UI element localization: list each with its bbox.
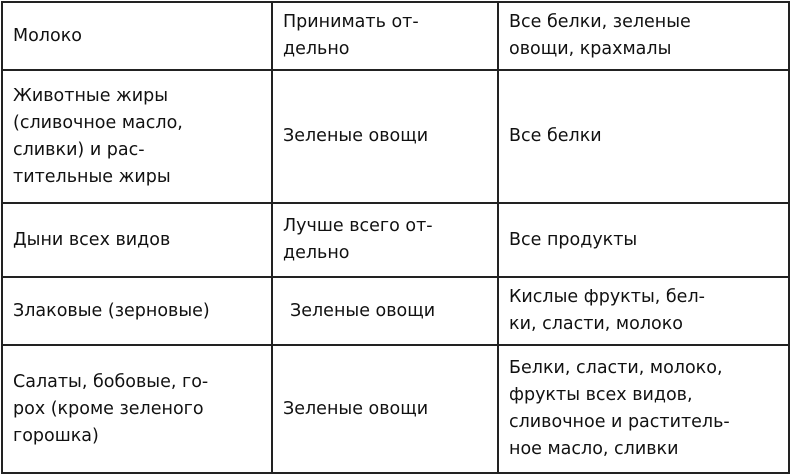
cell-line: Зеленые овощи [283, 126, 429, 146]
combine-well-cell [272, 70, 498, 203]
combine-well-cell [272, 277, 498, 345]
cell-line: Молоко [13, 25, 82, 46]
combine-badly-cell [498, 70, 789, 203]
table-row [2, 203, 789, 277]
product-cell [2, 345, 272, 473]
combine-well-cell [272, 345, 498, 473]
food-combination-table [1, 1, 790, 474]
cell-line: Зеленые овощи [283, 398, 429, 419]
cell-line: тительные жиры [13, 166, 171, 187]
cell-line: Зеленые овощи [290, 300, 436, 321]
cell-line: Все продукты [509, 229, 638, 250]
cell-line: Кислые фрукты, бел- [509, 287, 705, 307]
cell-line: сливочное и раститель- [509, 412, 730, 432]
cell-line: (сливочное масло, [13, 112, 183, 133]
combine-well-cell [272, 2, 498, 70]
table-row [2, 70, 789, 203]
product-cell [2, 70, 272, 203]
table-row [2, 277, 789, 345]
cell-line: овощи, крахмалы [509, 39, 672, 59]
product-cell [2, 2, 272, 70]
combine-badly-cell [498, 203, 789, 277]
cell-line: фрукты всех видов, [509, 385, 693, 405]
product-cell [2, 203, 272, 277]
cell-line: ное масло, сливки [509, 439, 679, 459]
combine-badly-cell [498, 2, 789, 70]
cell-line: Злаковые (зерновые) [13, 300, 210, 321]
cell-line: Дыни всех видов [13, 229, 171, 250]
cell-line: горошка) [13, 425, 99, 446]
cell-line: Принимать от- [283, 12, 419, 32]
cell-line: сливки) и рас- [13, 139, 145, 160]
table-row [2, 2, 789, 70]
product-cell [2, 277, 272, 345]
cell-line: Салаты, бобовые, го- [13, 371, 209, 392]
cell-line: Лучше всего от- [283, 216, 433, 236]
combine-badly-cell [498, 277, 789, 345]
cell-line: Все белки, зеленые [509, 12, 691, 32]
cell-line: дельно [283, 39, 350, 59]
combine-well-cell [272, 203, 498, 277]
cell-line: Животные жиры [13, 85, 169, 106]
cell-line: дельно [283, 243, 350, 263]
cell-line: рох (кроме зеленого [13, 398, 204, 419]
cell-line: Белки, сласти, молоко, [509, 358, 723, 378]
table-row [2, 345, 789, 473]
cell-line: ки, сласти, молоко [509, 314, 683, 334]
cell-line: Все белки [509, 126, 602, 146]
combine-badly-cell [498, 345, 789, 473]
